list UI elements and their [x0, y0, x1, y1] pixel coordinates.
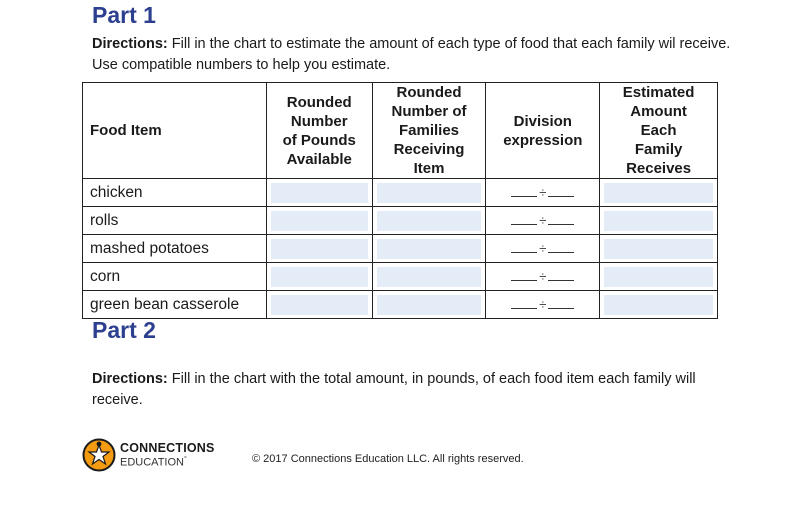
dividend-blank[interactable]: [511, 187, 537, 197]
division-expression-cell[interactable]: [486, 207, 600, 235]
pounds-input-cell[interactable]: [266, 179, 372, 207]
estimate-input[interactable]: [604, 267, 713, 287]
division-expression-cell[interactable]: [486, 263, 600, 291]
families-input[interactable]: [377, 295, 482, 315]
division-sign: ÷: [539, 269, 547, 284]
header-line: Receives: [626, 160, 692, 177]
divisor-blank[interactable]: [548, 271, 574, 281]
pounds-input[interactable]: [271, 295, 368, 315]
header-line: Number of: [391, 103, 467, 120]
dividend-blank[interactable]: [511, 299, 537, 309]
food-item-cell: green bean casserole: [83, 291, 267, 319]
connections-education-logo: [82, 438, 215, 472]
estimate-input-cell[interactable]: [600, 291, 718, 319]
estimate-input-cell[interactable]: [600, 207, 718, 235]
division-expression-cell[interactable]: [486, 235, 600, 263]
divisor-blank[interactable]: [548, 187, 574, 197]
food-estimate-table: [82, 82, 718, 319]
header-line: Amount: [630, 103, 687, 120]
header-line: Rounded: [396, 84, 462, 101]
estimate-input[interactable]: [604, 295, 713, 315]
pounds-input-cell[interactable]: [266, 291, 372, 319]
families-input-cell[interactable]: [372, 207, 486, 235]
divisor-blank[interactable]: [548, 243, 574, 253]
estimate-input-cell[interactable]: [600, 235, 718, 263]
families-input-cell[interactable]: [372, 263, 486, 291]
food-item-cell: chicken: [83, 179, 267, 207]
estimate-input-cell[interactable]: [600, 263, 718, 291]
division-expression-cell[interactable]: [486, 179, 600, 207]
estimate-input[interactable]: [604, 239, 713, 259]
table-row: [83, 291, 718, 319]
division-sign: ÷: [539, 185, 547, 200]
division-sign: ÷: [539, 213, 547, 228]
division-expression-cell[interactable]: [486, 291, 600, 319]
directions-label: Directions:: [92, 371, 168, 387]
families-input[interactable]: [377, 239, 482, 259]
families-input-cell[interactable]: [372, 179, 486, 207]
header-line: Division: [513, 112, 572, 130]
directions-text: Fill in the chart to estimate the amount of each type of food that each family wil receive. Use compatible numbers to help you estimate.: [92, 36, 731, 73]
division-sign: ÷: [539, 241, 547, 256]
pounds-input[interactable]: [271, 183, 368, 203]
pounds-input[interactable]: [271, 211, 368, 231]
header-line: of Pounds: [282, 131, 356, 149]
table-row: [83, 179, 718, 207]
header-line: Rounded: [286, 93, 352, 111]
divisor-blank[interactable]: [548, 215, 574, 225]
part1-title: Part 1: [92, 2, 156, 28]
copyright-text: © 2017 Connections Education LLC. All rights reserved.: [252, 453, 524, 465]
table-row: [83, 263, 718, 291]
estimate-input-cell[interactable]: [600, 179, 718, 207]
directions-label: Directions:: [92, 36, 168, 52]
estimate-input[interactable]: [604, 211, 713, 231]
logo-registered-mark: °: [183, 455, 187, 463]
header-line: expression: [503, 131, 583, 149]
header-estimated-amount: [600, 83, 718, 179]
header-line: Family: [634, 141, 683, 158]
logo-line2: [120, 454, 215, 469]
pounds-input-cell[interactable]: [266, 263, 372, 291]
families-input[interactable]: [377, 211, 482, 231]
dividend-blank[interactable]: [511, 271, 537, 281]
star-person-icon: [82, 438, 116, 472]
pounds-input-cell[interactable]: [266, 207, 372, 235]
part2-directions: [92, 369, 732, 411]
table-header-row: [83, 83, 718, 179]
part2-title: Part 2: [92, 317, 156, 343]
logo-line1: CONNECTIONS: [120, 440, 215, 455]
header-line: Families: [398, 122, 460, 139]
header-food-item: Food Item: [83, 83, 267, 179]
header-line: Available: [286, 150, 352, 168]
dividend-blank[interactable]: [511, 243, 537, 253]
header-rounded-families: [372, 83, 486, 179]
pounds-input-cell[interactable]: [266, 235, 372, 263]
part1-directions: [92, 34, 732, 76]
pounds-input[interactable]: [271, 239, 368, 259]
families-input-cell[interactable]: [372, 291, 486, 319]
table-row: [83, 235, 718, 263]
header-line: Item: [413, 160, 445, 177]
food-item-cell: rolls: [83, 207, 267, 235]
header-line: Receiving: [393, 141, 465, 158]
table-row: [83, 207, 718, 235]
header-line: Each: [640, 122, 677, 139]
division-sign: ÷: [539, 297, 547, 312]
header-line: Estimated: [622, 84, 695, 101]
header-rounded-pounds: [266, 83, 372, 179]
directions-text: Fill in the chart with the total amount, in pounds, of each food item each family will receive.: [92, 371, 696, 408]
families-input[interactable]: [377, 183, 482, 203]
families-input-cell[interactable]: [372, 235, 486, 263]
dividend-blank[interactable]: [511, 215, 537, 225]
divisor-blank[interactable]: [548, 299, 574, 309]
header-line: Number: [290, 112, 348, 130]
logo-text: [120, 442, 215, 469]
logo-line2-text: EDUCATION: [120, 456, 184, 469]
families-input[interactable]: [377, 267, 482, 287]
food-item-cell: mashed potatoes: [83, 235, 267, 263]
estimate-input[interactable]: [604, 183, 713, 203]
food-item-cell: corn: [83, 263, 267, 291]
header-division-expression: [486, 83, 600, 179]
pounds-input[interactable]: [271, 267, 368, 287]
